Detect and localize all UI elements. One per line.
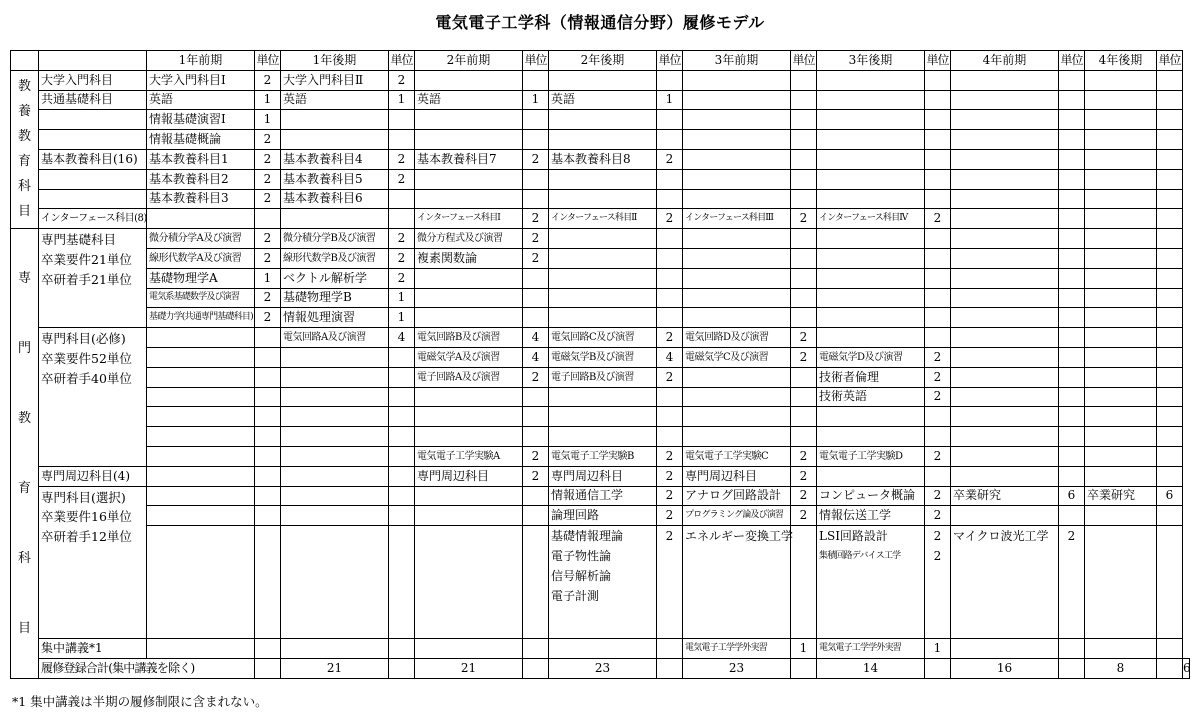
course-cell: インターフェース科目Ⅱ — [549, 209, 657, 229]
unit-cell: 2 — [255, 189, 281, 209]
footnote: *1 集中講義は半期の履修制限に含まれない。 — [12, 694, 268, 709]
unit-cell: 2 — [1059, 526, 1085, 639]
course-cell: 卒業研究 — [951, 486, 1059, 506]
unit-cell: 2 — [389, 268, 415, 288]
unit-cell: 2 — [255, 70, 281, 90]
unit-cell: 2 — [523, 446, 549, 466]
unit-cell: 1 — [255, 90, 281, 110]
header-y3-first: 3年前期 — [683, 51, 791, 71]
unit-cell: 2 — [389, 229, 415, 249]
table-row — [11, 526, 1190, 639]
unit-cell: 2 — [925, 367, 951, 387]
group-label: 専門周辺科目(4) — [39, 466, 147, 486]
course-cell: 電気電子工学実験B — [549, 446, 657, 466]
unit-cell: 1 — [389, 90, 415, 110]
course-cell: インターフェース科目Ⅰ — [415, 209, 523, 229]
unit-cell: 2 — [791, 466, 817, 486]
unit-cell: 2 — [389, 248, 415, 268]
unit-cell: 4 — [523, 328, 549, 348]
unit-cell: 2 — [657, 506, 683, 526]
course-cell: 基礎力学(共通専門基礎科目) — [147, 308, 255, 328]
unit-cell: 2 — [255, 130, 281, 150]
course-cell: 英語 — [147, 90, 255, 110]
header-unit: 単位 — [925, 51, 951, 71]
unit-cell: 2 — [657, 328, 683, 348]
course-cell: 線形代数学B及び演習 — [281, 248, 389, 268]
group-senmon-hissyu: 専門科目(必修) 卒業要件52単位 卒研着手40単位 — [39, 328, 147, 467]
table-row — [11, 130, 1190, 150]
course-cell: ベクトル解析学 — [281, 268, 389, 288]
unit-cell: 1 — [255, 268, 281, 288]
unit-cell: 2 — [523, 248, 549, 268]
total-label: 履修登録合計(集中講義を除く) — [39, 658, 255, 678]
course-cell: 英語 — [415, 90, 523, 110]
unit-cell: 2 — [791, 446, 817, 466]
course-cell: 基本教養科目2 — [147, 169, 255, 189]
total-cell: 16 — [951, 658, 1059, 678]
curriculum-table — [10, 50, 1190, 679]
table-row — [11, 70, 1190, 90]
unit-cell: 2 — [657, 149, 683, 169]
unit-cell: 2 — [523, 149, 549, 169]
course-cell: プログラミング論及び演習 — [683, 506, 791, 526]
course-cell: 電気電子工学学外実習 — [683, 639, 791, 659]
header-unit: 単位 — [1059, 51, 1085, 71]
table-row — [11, 328, 1190, 348]
table-row — [11, 639, 1190, 659]
course-cell: 微分方程式及び演習 — [415, 229, 523, 249]
course-cell: インターフェース科目Ⅳ — [817, 209, 925, 229]
group-label: インターフェース科目(8) — [39, 209, 147, 229]
table-row — [11, 248, 1190, 268]
unit-cell: 1 — [389, 288, 415, 308]
category-kyoyo: 教 養 教 育 科 目 — [11, 70, 39, 228]
group-senmon-sentaku: 専門科目(選択) 卒業要件16単位 卒研着手12単位 — [39, 486, 147, 639]
unit-cell: 2 — [925, 347, 951, 367]
header-y1-first: 1年前期 — [147, 51, 255, 71]
course-cell: 電気回路C及び演習 — [549, 328, 657, 348]
unit-cell: 2 — [255, 308, 281, 328]
table-row — [11, 427, 1190, 447]
unit-cell: 2 — [925, 446, 951, 466]
course-cell: 基本教養科目8 — [549, 149, 657, 169]
unit-cell: 2 — [255, 149, 281, 169]
unit-cell: 1 — [389, 308, 415, 328]
header-unit: 単位 — [523, 51, 549, 71]
table-row — [11, 387, 1190, 407]
unit-cell: 2 — [657, 526, 683, 639]
unit-cell: 1 — [791, 639, 817, 659]
course-cell: インターフェース科目Ⅲ — [683, 209, 791, 229]
header-unit: 単位 — [657, 51, 683, 71]
total-cell: 21 — [281, 658, 389, 678]
header-y4-second: 4年後期 — [1085, 51, 1157, 71]
total-cell: 14 — [817, 658, 925, 678]
course-cell: 英語 — [281, 90, 389, 110]
course-cell: 情報基礎演習Ⅰ — [147, 110, 255, 130]
table-row — [11, 189, 1190, 209]
header-y2-second: 2年後期 — [549, 51, 657, 71]
course-cell: 情報通信工学 — [549, 486, 657, 506]
table-row — [11, 466, 1190, 486]
table-row — [11, 288, 1190, 308]
course-stack: 基礎情報理論 電子物性論 信号解析論 電子計測 — [549, 526, 657, 639]
total-cell: 6 — [1183, 658, 1190, 678]
table-row — [11, 367, 1190, 387]
course-cell: 技術英語 — [817, 387, 925, 407]
course-cell: 微分積分学A及び演習 — [147, 229, 255, 249]
course-cell: 基本教養科目1 — [147, 149, 255, 169]
unit-cell: 6 — [1157, 486, 1183, 506]
unit-cell: 4 — [523, 347, 549, 367]
course-stack: マイクロ波光工学 — [951, 526, 1059, 639]
page-title: 電気電子工学科（情報通信分野）履修モデル — [435, 13, 765, 32]
course-cell: 情報伝送工学 — [817, 506, 925, 526]
unit-cell: 1 — [657, 90, 683, 110]
unit-cell: 2 — [255, 169, 281, 189]
unit-cell: 2 — [657, 486, 683, 506]
unit-cell: 4 — [389, 328, 415, 348]
header-unit: 単位 — [389, 51, 415, 71]
corner-cell — [39, 51, 147, 71]
total-row — [11, 658, 1190, 678]
unit-cell: 2 — [523, 367, 549, 387]
course-stack: LSI回路設計 集積回路デバイス工学 — [817, 526, 925, 639]
course-cell: 専門周辺科目 — [549, 466, 657, 486]
course-cell: 線形代数学A及び演習 — [147, 248, 255, 268]
header-unit: 単位 — [255, 51, 281, 71]
course-cell: 情報処理演習 — [281, 308, 389, 328]
unit-cell: 2 — [925, 506, 951, 526]
course-cell: 電磁気学B及び演習 — [549, 347, 657, 367]
unit-cell: 2 — [523, 466, 549, 486]
course-cell: 論理回路 — [549, 506, 657, 526]
total-cell: 23 — [683, 658, 791, 678]
course-cell: 微分積分学B及び演習 — [281, 229, 389, 249]
course-cell: 専門周辺科目 — [415, 466, 523, 486]
unit-cell: 2 — [657, 367, 683, 387]
table-row — [11, 407, 1190, 427]
table-row — [11, 90, 1190, 110]
unit-cell: 2 — [389, 169, 415, 189]
unit-cell: 1 — [523, 90, 549, 110]
course-cell: 複素関数論 — [415, 248, 523, 268]
unit-cell: 2 — [925, 387, 951, 407]
unit-cell: 2 — [791, 347, 817, 367]
course-cell: 基礎物理学B — [281, 288, 389, 308]
total-cell: 21 — [415, 658, 523, 678]
course-cell: 基礎物理学A — [147, 268, 255, 288]
unit-cell: 2 — [523, 209, 549, 229]
unit-cell: 2 — [255, 229, 281, 249]
course-cell: 電磁気学D及び演習 — [817, 347, 925, 367]
course-cell: アナログ回路設計 — [683, 486, 791, 506]
unit-cell: 2 — [523, 229, 549, 249]
course-cell: 電気電子工学実験D — [817, 446, 925, 466]
header-unit: 単位 — [791, 51, 817, 71]
header-y3-second: 3年後期 — [817, 51, 925, 71]
course-cell: コンピュータ概論 — [817, 486, 925, 506]
course-cell: 基本教養科目3 — [147, 189, 255, 209]
course-cell: 電気系基礎数学及び演習 — [147, 288, 255, 308]
unit-cell: 2 — [925, 486, 951, 506]
header-unit: 単位 — [1157, 51, 1183, 71]
course-cell: 専門周辺科目 — [683, 466, 791, 486]
course-cell: 情報基礎概論 — [147, 130, 255, 150]
course-cell: 大学入門科目Ⅰ — [147, 70, 255, 90]
table-row — [11, 110, 1190, 130]
course-cell: 電子回路A及び演習 — [415, 367, 523, 387]
unit-cell: 1 — [925, 639, 951, 659]
total-cell: 8 — [1085, 658, 1157, 678]
category-senmon: 専 門 教 育 科 目 — [11, 229, 39, 679]
unit-cell: 2 — [255, 288, 281, 308]
group-senmon-kiso: 専門基礎科目 卒業要件21単位 卒研着手21単位 — [39, 229, 147, 328]
course-cell: 電気回路B及び演習 — [415, 328, 523, 348]
table-row — [11, 347, 1190, 367]
unit-cell: 2 — [657, 209, 683, 229]
unit-cell: 2 — [791, 506, 817, 526]
course-cell: 基本教養科目6 — [281, 189, 389, 209]
table-row — [11, 209, 1190, 229]
unit-cell: 6 — [1059, 486, 1085, 506]
course-cell: 基本教養科目4 — [281, 149, 389, 169]
unit-cell: 2 — [791, 328, 817, 348]
course-cell: 電磁気学C及び演習 — [683, 347, 791, 367]
unit-cell: 2 — [389, 70, 415, 90]
course-cell: 大学入門科目Ⅱ — [281, 70, 389, 90]
course-cell: 電磁気学A及び演習 — [415, 347, 523, 367]
course-cell: 英語 — [549, 90, 657, 110]
group-label: 集中講義*1 — [39, 639, 147, 659]
unit-cell: 2 — [389, 149, 415, 169]
table-row — [11, 229, 1190, 249]
header-y2-first: 2年前期 — [415, 51, 523, 71]
group-label: 共通基礎科目 — [39, 90, 147, 110]
unit-cell: 1 — [255, 110, 281, 130]
table-row — [11, 308, 1190, 328]
unit-cell: 2 — [657, 446, 683, 466]
table-row — [11, 486, 1190, 506]
course-cell: 基本教養科目7 — [415, 149, 523, 169]
course-cell: 電気電子工学学外実習 — [817, 639, 925, 659]
table-row — [11, 149, 1190, 169]
total-cell: 23 — [549, 658, 657, 678]
header-row — [11, 51, 1190, 71]
unit-cell: 4 — [657, 347, 683, 367]
unit-cell: 2 — [657, 466, 683, 486]
table-row — [11, 446, 1190, 466]
group-label: 基本教養科目(16) — [39, 149, 147, 169]
course-cell: 電気回路D及び演習 — [683, 328, 791, 348]
corner-cell — [11, 51, 39, 71]
table-row — [11, 169, 1190, 189]
table-row — [11, 506, 1190, 526]
course-cell: 電気回路A及び演習 — [281, 328, 389, 348]
course-cell: 電気電子工学実験C — [683, 446, 791, 466]
unit-cell: 2 — [791, 209, 817, 229]
unit-cell: 2 — [791, 486, 817, 506]
group-label: 大学入門科目 — [39, 70, 147, 90]
table-row — [11, 268, 1190, 288]
header-y1-second: 1年後期 — [281, 51, 389, 71]
unit-cell: 2 — [925, 209, 951, 229]
course-cell: 基本教養科目5 — [281, 169, 389, 189]
course-cell: 電子回路B及び演習 — [549, 367, 657, 387]
course-stack: エネルギー変換工学 — [683, 526, 791, 639]
course-cell: 卒業研究 — [1085, 486, 1157, 506]
unit-cell: 2 — [255, 248, 281, 268]
header-y4-first: 4年前期 — [951, 51, 1059, 71]
course-cell: 技術者倫理 — [817, 367, 925, 387]
course-cell: 電気電子工学実験A — [415, 446, 523, 466]
unit-cell: 2 2 — [925, 526, 951, 639]
